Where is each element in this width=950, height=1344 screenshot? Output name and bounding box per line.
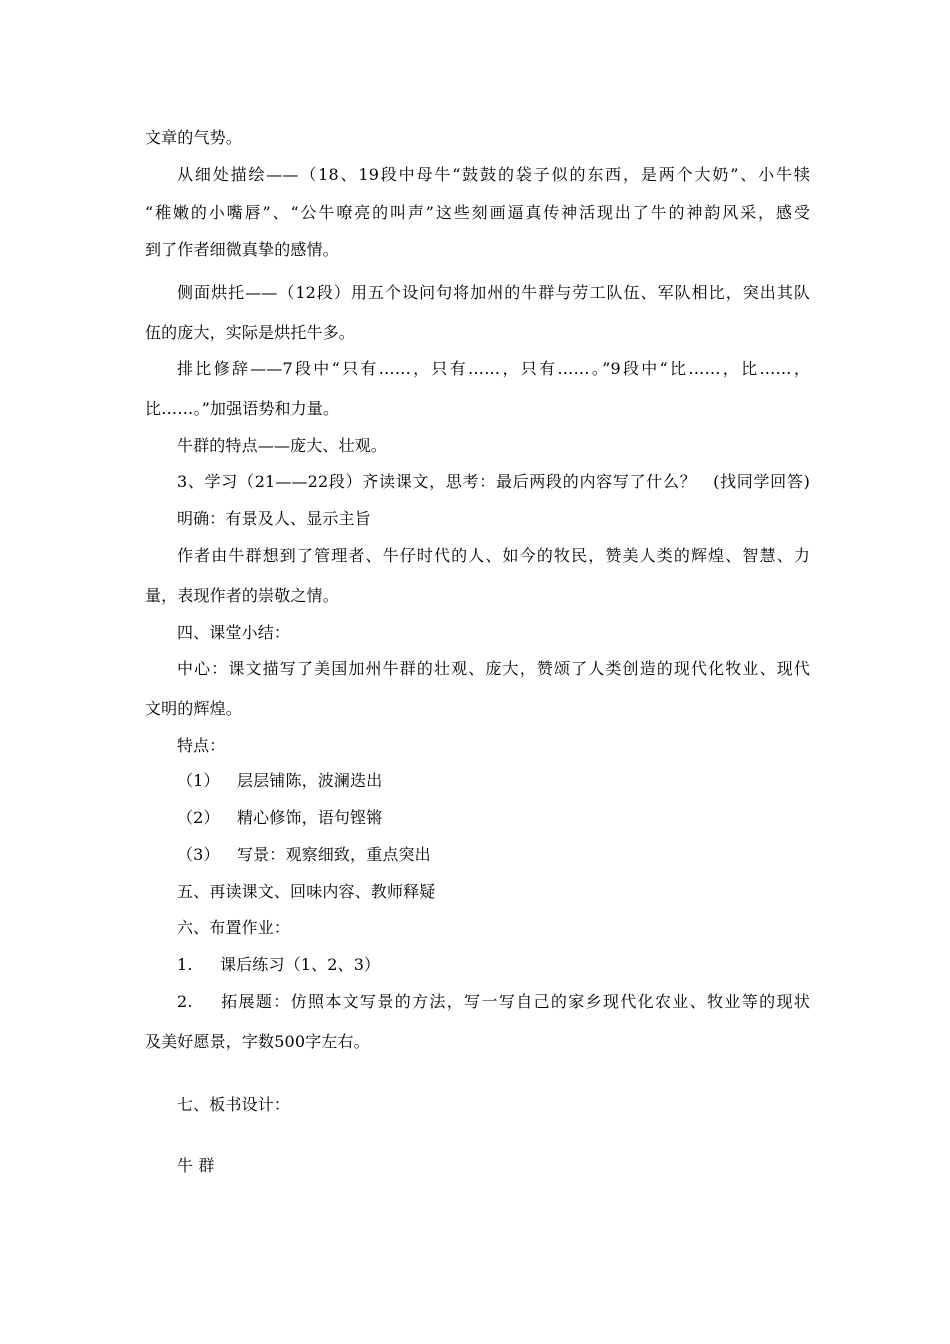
- list-item-text: 课后练习（1、2、3）: [220, 955, 381, 974]
- text-line: 从细处描绘——（18、19段中母牛“鼓鼓的袋子似的东西，是两个大奶”、小牛犊: [177, 165, 810, 184]
- text-line: 文明的辉煌。: [145, 699, 242, 718]
- text-line: “稚嫩的小嘴唇”、“公牛嘹亮的叫声”这些刻画逼真传神活现出了牛的神韵风采，感受: [145, 203, 810, 222]
- text-line: 作者由牛群想到了管理者、牛仔时代的人、如今的牧民，赞美人类的辉煌、智慧、力: [177, 546, 810, 565]
- text-line: 六、布置作业：: [177, 918, 291, 937]
- text-line: 文章的气势。: [145, 128, 242, 147]
- text-line: 及美好愿景，字数500字左右。: [145, 1032, 370, 1051]
- text-line: 排比修辞——7段中“只有……，只有……，只有……。”9段中“比……，比……，: [177, 359, 810, 378]
- list-item-number: 1.: [177, 955, 193, 974]
- text-line: 3、学习（21——22段）齐读课文，思考：最后两段的内容写了什么？ (找同学回答): [177, 472, 810, 491]
- list-item-number: （2）: [177, 808, 220, 827]
- list-item-text: 层层铺陈，波澜迭出: [237, 771, 383, 790]
- text-line: 特点：: [177, 736, 226, 755]
- list-item: [177, 992, 810, 1012]
- text-line: 量，表现作者的崇敬之情。: [145, 586, 339, 605]
- list-item-text: 拓展题：仿照本文写景的方法，写一写自己的家乡现代化农业、牧业等的现状: [220, 992, 810, 1011]
- list-item-text: 精心修饰，语句铿锵: [237, 808, 383, 827]
- text-line: 明确：有景及人、显示主旨: [177, 509, 371, 528]
- list-item: [177, 771, 810, 791]
- list-item-number: （3）: [177, 845, 220, 864]
- text-line: 中心：课文描写了美国加州牛群的壮观、庞大，赞颂了人类创造的现代化牧业、现代: [177, 659, 810, 678]
- text-line: 牛群的特点——庞大、壮观。: [177, 436, 387, 455]
- text-line: 伍的庞大，实际是烘托牛多。: [145, 323, 355, 342]
- list-item: [177, 808, 810, 828]
- text-line: 比……。”加强语势和力量。: [145, 399, 340, 418]
- text-line: 到了作者细微真挚的感情。: [145, 240, 339, 259]
- board-title: 牛 群: [177, 1156, 215, 1175]
- list-item-number: （1）: [177, 771, 220, 790]
- section-heading: 七、板书设计：: [177, 1095, 291, 1114]
- list-item: [177, 845, 810, 865]
- text-line: 四、课堂小结：: [177, 623, 291, 642]
- text-line: 五、再读课文、回味内容、教师释疑: [177, 882, 436, 901]
- list-item: [177, 955, 810, 975]
- list-item-number: 2.: [177, 992, 193, 1011]
- text-line: 侧面烘托——（12段）用五个设问句将加州的牛群与劳工队伍、军队相比，突出其队: [177, 283, 810, 302]
- list-item-text: 写景：观察细致，重点突出: [237, 845, 431, 864]
